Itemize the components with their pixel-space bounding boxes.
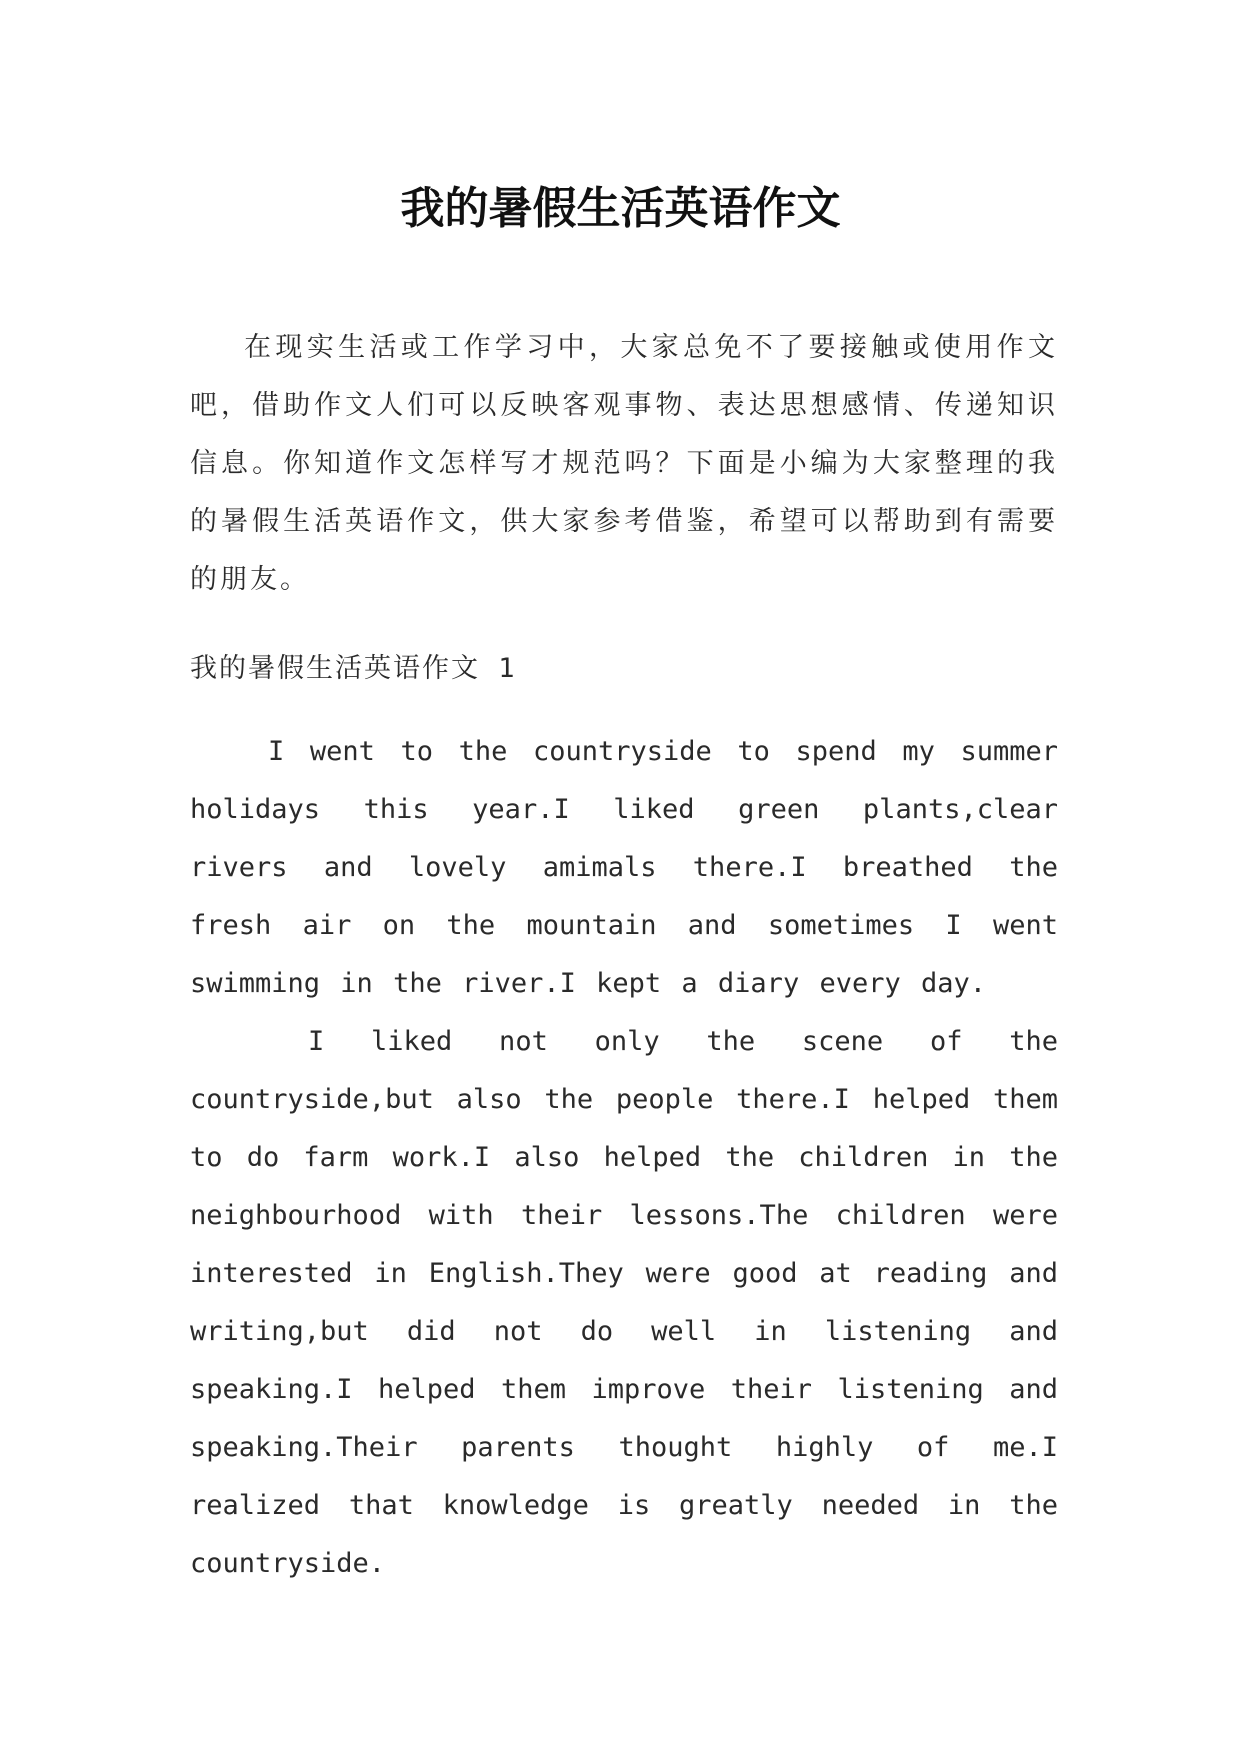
essay-paragraph-2: I liked not only the scene of the countryside,but also the people there.I helped them to do farm work.I also helped the children in the neighbourhood with their lessons.The children were interested in English.They were good at reading and writing,but did not do well in listening and speaking.I helped them improve their listening and speaking.Their parents thought highly of me.I realized that knowledge is greatly needed in the countryside.: [190, 1026, 1058, 1579]
essay-paragraph-1: I went to the countryside to spend my summer holidays this year.I liked green plants,clear rivers and lovely amimals there.I breathed the fresh air on the mountain and sometimes I went swimming in the river.I kept a diary every day.: [190, 736, 1058, 999]
section-heading: 我的暑假生活英语作文 1: [190, 653, 517, 684]
document-title: 我的暑假生活英语作文: [400, 183, 841, 235]
intro-paragraph: 在现实生活或工作学习中，大家总免不了要接触或使用作文吧，借助作文人们可以反映客观事物、表达思想感情、传递知识信息。你知道作文怎样写才规范吗？下面是小编为大家整理的我的暑假生活英语作文，供大家参考借鉴，希望可以帮助到有需要的朋友。: [190, 332, 1058, 595]
